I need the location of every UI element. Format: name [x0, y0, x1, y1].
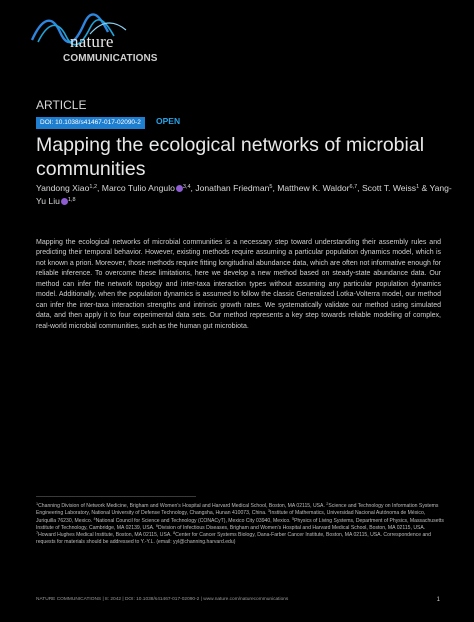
- affiliation-text: Center for Cancer Systems Biology, Dana-Farber Cancer Institute, Boston, MA 02115, USA. Correspondence and requests for materials should be addressed to Y.-Y.L. (email: yyl@channing.harvard.edu): [36, 532, 431, 546]
- author-affiliation-marker: 1,8: [67, 197, 76, 203]
- author-name: Jonathan Friedman: [195, 183, 270, 193]
- journal-logo[interactable]: [30, 10, 180, 64]
- logo-word-top: nature: [70, 32, 114, 51]
- article-type-label: ARTICLE: [36, 98, 87, 112]
- author-affiliation-marker: 5: [269, 184, 273, 190]
- page-number: 1: [436, 597, 440, 603]
- affiliation-marker: 1: [36, 502, 39, 506]
- affiliation-marker: 2: [326, 502, 329, 506]
- affiliation-text: National Council for Science and Technology (CONACyT), Mexico City 03940, Mexico.: [95, 517, 292, 524]
- author-affiliation-marker: 1,2: [89, 184, 98, 190]
- affiliation-text: Division of Infectious Diseases, Brigham and Women's Hospital and Harvard Medical School, Boston, MA 02115, USA.: [158, 524, 426, 531]
- page-footer: [36, 597, 440, 602]
- author-separator: ,: [272, 183, 278, 193]
- author-item[interactable]: [277, 183, 357, 193]
- author-separator: ,: [97, 183, 102, 193]
- author-item[interactable]: [362, 183, 419, 193]
- author-separator: ,: [190, 183, 196, 193]
- affiliation-text: Science and Technology on Information Systems Engineering Laboratory, National University of Defense Technology, Changsha, Hunan 410073, China.: [36, 503, 439, 517]
- author-item[interactable]: [36, 183, 97, 193]
- affiliation-marker: 4: [93, 516, 96, 521]
- affiliation-marker: 5: [292, 516, 295, 521]
- author-name: Matthew K. Waldor: [277, 183, 350, 193]
- author-separator: ,: [357, 183, 362, 193]
- author-affiliation-marker: 3,4: [182, 184, 191, 190]
- author-list: [36, 182, 456, 208]
- abstract: Mapping the ecological networks of microbial communities is a necessary step toward understanding their assembly rules and predicting their temporal behavior. However, existing methods require assuming a particular population dynamics model, which is not known a priori. Moreover, those methods require fitting longitudinal abundance data, which are often not informative enough for reliable inference. To overcome these limitations, here we develop a new method based on steady-state abundance data. Our method can infer the network topology and inter-taxa interaction types without assuming any particular population dynamics model. Additionally, when the population dynamics is assumed to follow the classic Generalized Lotka-Volterra model, our method can infer the inter-taxa interaction strengths and intrinsic growth rates. We systematically validate our method using simulated data, and then apply it to four experimental data sets. Our method represents a key step towards reliable modeling of complex, real-world microbial communities, such as the human gut microbiota.: [36, 239, 441, 330]
- affiliation-text: Institute of Mathematics, Universidad Nacional Autónoma de México, Juriquilla 76230, Mexico.: [36, 510, 426, 524]
- affiliation-marker: 3: [267, 509, 271, 514]
- author-item[interactable]: [102, 183, 191, 193]
- logo-word-bottom: COMMUNICATIONS: [63, 53, 158, 64]
- author-affiliation-marker: 6,7: [349, 184, 358, 190]
- open-access-label: OPEN: [156, 116, 181, 126]
- author-separator: &: [419, 183, 430, 193]
- author-name: Yandong Xiao: [36, 183, 90, 193]
- affiliation-marker: 7: [36, 531, 39, 536]
- affiliation-text: Physics of Living Systems, Department of Physics, Massachusetts Institute of Technology, Cambridge, MA 02139, USA.: [36, 517, 444, 531]
- author-name: Marco Tulio Angulo: [101, 183, 175, 193]
- affiliation-marker: 8: [173, 531, 176, 536]
- orcid-icon[interactable]: [61, 198, 68, 205]
- footer-citation: NATURE COMMUNICATIONS | 8: 2042 | DOI: 10.1038/s41467-017-02090-2 | www.nature.com/naturecommunications: [36, 597, 289, 602]
- footnote-divider: [36, 496, 196, 497]
- doi-badge[interactable]: DOI: 10.1038/s41467-017-02090-2: [36, 117, 145, 129]
- author-affiliation-marker: 1: [416, 184, 420, 190]
- author-name: Scott T. Weiss: [361, 183, 417, 193]
- affiliations: [36, 503, 444, 547]
- author-name: Yang-Yu Liu: [36, 183, 452, 206]
- article-title: Mapping the ecological networks of microbial communities: [36, 134, 425, 180]
- affiliation-text: Channing Division of Network Medicine, Brigham and Women's Hospital and Harvard Medical School, Boston, MA 02115, USA.: [38, 503, 327, 509]
- author-item[interactable]: [195, 183, 272, 193]
- affiliation-marker: 6: [155, 523, 158, 528]
- orcid-icon[interactable]: [176, 185, 183, 192]
- affiliation-text: Howard Hughes Medical Institute, Boston, MA 02115, USA.: [38, 532, 174, 539]
